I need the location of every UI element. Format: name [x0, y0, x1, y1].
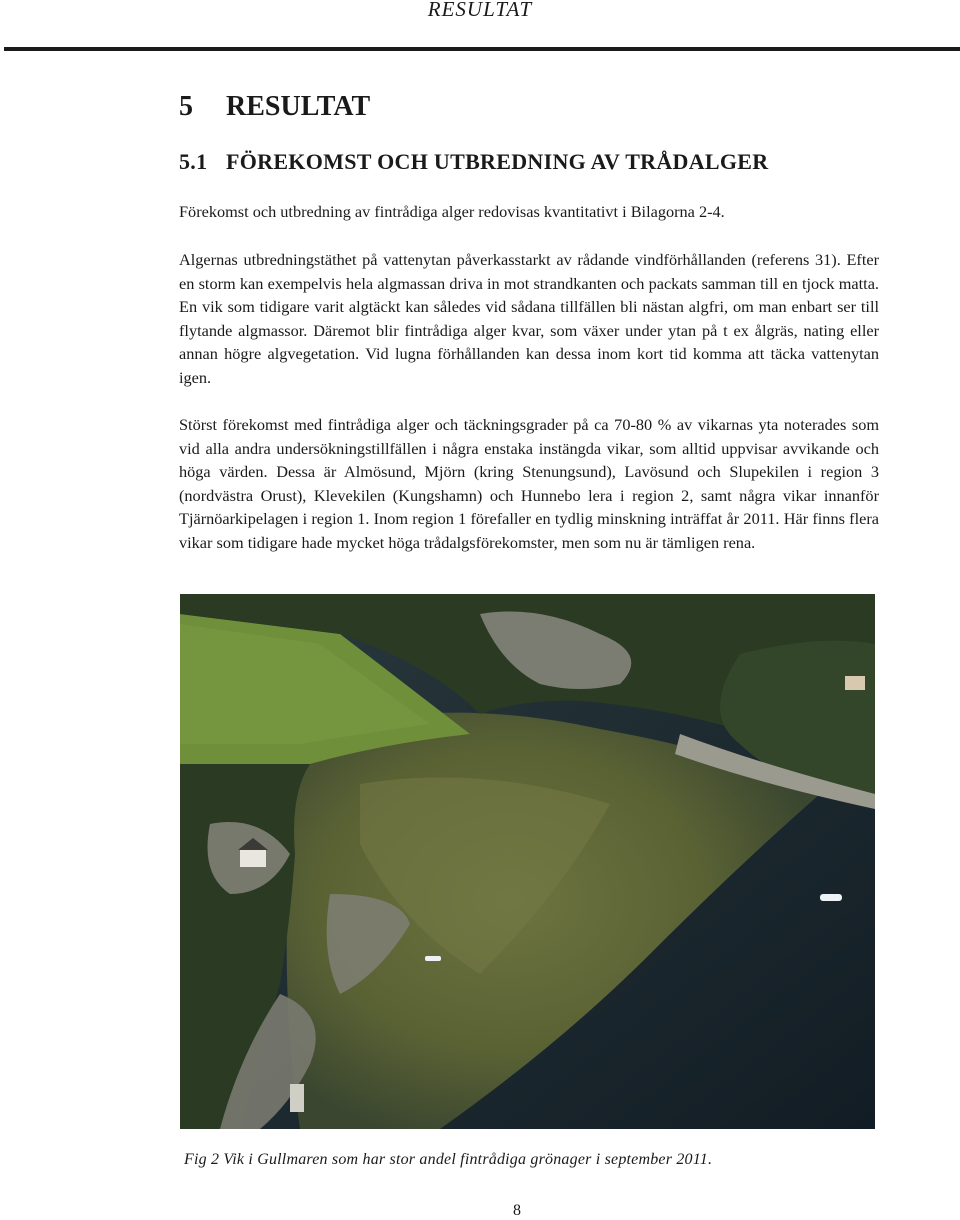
header-rule	[4, 47, 960, 51]
figure-caption: Fig 2 Vik i Gullmaren som har stor andel fintrådiga grönager i september 2011.	[184, 1151, 713, 1168]
paragraph-intro: Förekomst och utbredning av fintrådiga alger redovisas kvantitativt i Bilagorna 2-4.	[179, 202, 725, 221]
running-head: RESULTAT	[427, 0, 533, 21]
subsection-title: FÖREKOMST OCH UTBREDNING AV TRÅDALGER	[226, 149, 769, 174]
section-heading	[179, 90, 370, 124]
page-number: 8	[513, 1202, 521, 1219]
section-title: RESULTAT	[226, 91, 371, 122]
paragraph-wind: Algernas utbredningstäthet på vattenytan påverkasstarkt av rådande vindförhållanden (referens 31). Efter en storm kan exempelvis hela algmassan driva in mot strandkanten och packats samman till en tjock matta. En vik som tidigare varit algtäckt kan således vid sådana tillfällen bli nästan algfri, om man enbart ser till flytande algmassor. Däremot blir fintrådiga alger kvar, som växer under ytan på t ex ålgräs, nating eller annan högre algvegetation. Vid lugna förhållanden kan dessa inom kort tid komma att täcka vattenytan igen.	[179, 250, 879, 387]
aerial-photo-bay	[180, 594, 875, 1129]
subsection-number: 5.1	[179, 149, 208, 174]
house	[240, 849, 266, 867]
paragraph-occurrence: Störst förekomst med fintrådiga alger och täckningsgrader på ca 70-80 % av vikarnas yta noterades som vid alla andra undersökningstillfällen i några enstaka instängda vikar, som alltid uppvisar avvikande och höga värden. Dessa är Almösund, Mjörn (kring Stenungsund), Lavösund och Slupekilen i region 3 (nordvästra Orust), Klevekilen (Kungshamn) och Hunnebo lera i region 2, samt några vikar innanför Tjärnöarkipelagen i region 1. Inom region 1 förefaller en tydlig minskning inträffat år 2011. Här finns flera vikar som tidigare hade mycket höga trådalgsförekomster, men som nu är tämligen rena.	[179, 415, 879, 552]
boat	[820, 894, 842, 901]
subsection-heading	[179, 148, 768, 176]
aerial-photo-illustration	[180, 594, 875, 1129]
section-number: 5	[179, 91, 193, 122]
